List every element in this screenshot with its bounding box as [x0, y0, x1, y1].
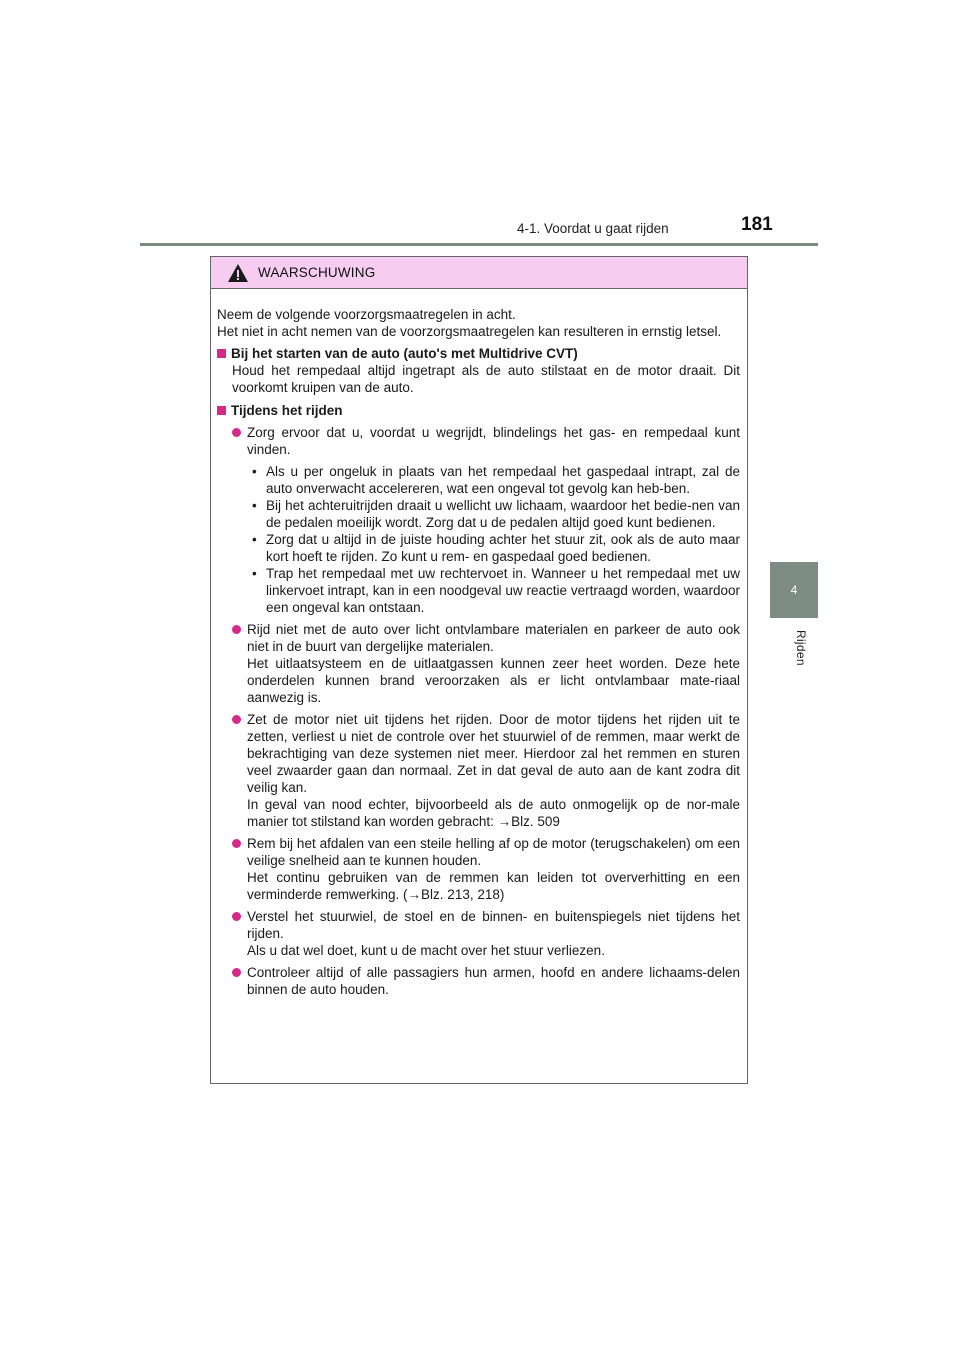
bullet-paragraph: Het uitlaatsysteem en de uitlaatgassen kunnen zeer heet worden. Deze hete onderdelen kunnen brand veroorzaken als er licht ontvlambaar mate-riaal aanwezig is. [247, 656, 740, 705]
intro-line: Neem de volgende voorzorgsmaatregelen in acht. [217, 307, 516, 322]
circle-bullet-icon [232, 428, 241, 437]
sub-list-item: • Zorg dat u altijd in de juiste houding achter het stuur zit, ook als de auto maar kort hoeft te rijden. Zo kunt u rem- en gaspedaal goed bedienen. [252, 532, 740, 564]
sub-item-text: Bij het achteruitrijden draait u wellicht uw lichaam, waardoor het bedie-nen van de pedalen moeilijk wordt. Zorg dat u de pedalen altijd goed kunt bedienen. [266, 498, 740, 530]
square-bullet-icon [217, 349, 226, 358]
circle-bullet-icon [232, 912, 241, 921]
bullet-paragraph: Zorg ervoor dat u, voordat u wegrijdt, blindelings het gas- en rempedaal kunt vinden. [247, 425, 740, 457]
section-text: Houd het rempedaal altijd ingetrapt als de auto stilstaat en de motor draait. Dit voorkomt kruipen van de auto. [232, 363, 740, 395]
list-item [217, 964, 740, 998]
warning-triangle-icon [227, 263, 249, 283]
bullet-paragraph: Verstel het stuurwiel, de stoel en de binnen- en buitenspiegels niet tijdens het rijden. [247, 909, 740, 941]
bullet-paragraph: Het continu gebruiken van de remmen kan leiden tot oververhitting en een verminderde remwerking. (→Blz. 213, 218) [247, 870, 740, 902]
bullet-paragraph: Controleer altijd of alle passagiers hun armen, hoofd en andere lichaams-delen binnen de auto houden. [247, 965, 740, 997]
sub-list-item: • Bij het achteruitrijden draait u wellicht uw lichaam, waardoor het bedie-nen van de pedalen moeilijk wordt. Zorg dat u de pedalen altijd goed kunt bedienen. [252, 498, 740, 530]
square-bullet-icon [217, 406, 226, 415]
sub-list [247, 463, 740, 616]
list-item [217, 908, 740, 959]
intro-line: Het niet in acht nemen van de voorzorgsmaatregelen kan resulteren in ernstig letsel. [217, 324, 722, 339]
list-item [217, 835, 740, 903]
list-item [217, 424, 740, 616]
warning-header [211, 257, 747, 289]
list-item [217, 621, 740, 706]
warning-body [211, 289, 747, 998]
sub-list-item: • Als u per ongeluk in plaats van het rempedaal het gaspedaal intrapt, zal de auto onverwacht accelereren, wat een ongeval tot gevolg kan heb-ben. [252, 464, 740, 496]
section-title: 4-1. Voordat u gaat rijden [517, 221, 669, 236]
circle-bullet-icon [232, 839, 241, 848]
warning-title: WAARSCHUWING [258, 265, 376, 280]
circle-bullet-icon [232, 715, 241, 724]
section-starting [217, 345, 740, 396]
bullet-paragraph: In geval van nood echter, bijvoorbeeld als de auto onmogelijk op de nor-male manier tot stilstand kan worden gebracht: →Blz. 509 [247, 797, 740, 829]
bullet-paragraph: Rijd niet met de auto over licht ontvlambare materialen en parkeer de auto ook niet in de buurt van dergelijke materialen. [247, 622, 740, 654]
page-number: 181 [741, 214, 773, 235]
bullet-paragraph: Rem bij het afdalen van een steile helling af op de motor (terugschakelen) om een veilige snelheid aan te kunnen houden. [247, 836, 740, 868]
sub-list-item: • Trap het rempedaal met uw rechtervoet in. Wanneer u het rempedaal met uw linkervoet intrapt, kan in een noodgeval uw reactie vertraagd worden, waardoor een ongeval kan ontstaan. [252, 566, 740, 615]
warning-intro [217, 306, 740, 340]
section-heading [217, 345, 740, 362]
circle-bullet-icon [232, 625, 241, 634]
chapter-number: 4 [790, 583, 798, 597]
bullet-paragraph: Als u dat wel doet, kunt u de macht over het stuur verliezen. [247, 943, 605, 958]
list-item [217, 711, 740, 830]
circle-bullet-icon [232, 968, 241, 977]
section-heading-text: Bij het starten van de auto (auto's met Multidrive CVT) [231, 346, 578, 361]
header-rule [140, 243, 818, 246]
chapter-tab[interactable] [770, 562, 818, 618]
sub-item-text: Als u per ongeluk in plaats van het rempedaal het gaspedaal intrapt, zal de auto onverwacht accelereren, wat een ongeval tot gevolg kan heb-ben. [266, 464, 740, 496]
section-heading-text: Tijdens het rijden [231, 403, 343, 418]
warning-box [210, 256, 748, 1084]
section-driving [217, 402, 740, 998]
bullet-paragraph: Zet de motor niet uit tijdens het rijden. Door de motor tijdens het rijden uit te zetten, verliest u niet de controle over het stuurwiel of de remmen, maar werkt de bekrachtiging van deze systemen niet meer. Hierdoor zal het remmen en sturen veel zwaarder gaan dan normaal. Zet in dat geval de auto aan de kant zodra dit veilig kan. [247, 712, 740, 795]
chapter-label: Rijden [794, 630, 808, 666]
sub-item-text: Trap het rempedaal met uw rechtervoet in. Wanneer u het rempedaal met uw linkervoet intrapt, kan in een noodgeval uw reactie vertraagd worden, waardoor een ongeval kan ontstaan. [266, 566, 740, 615]
sub-item-text: Zorg dat u altijd in de juiste houding achter het stuur zit, ook als de auto maar kort hoeft te rijden. Zo kunt u rem- en gaspedaal goed bedienen. [266, 532, 740, 564]
section-heading [217, 402, 740, 419]
